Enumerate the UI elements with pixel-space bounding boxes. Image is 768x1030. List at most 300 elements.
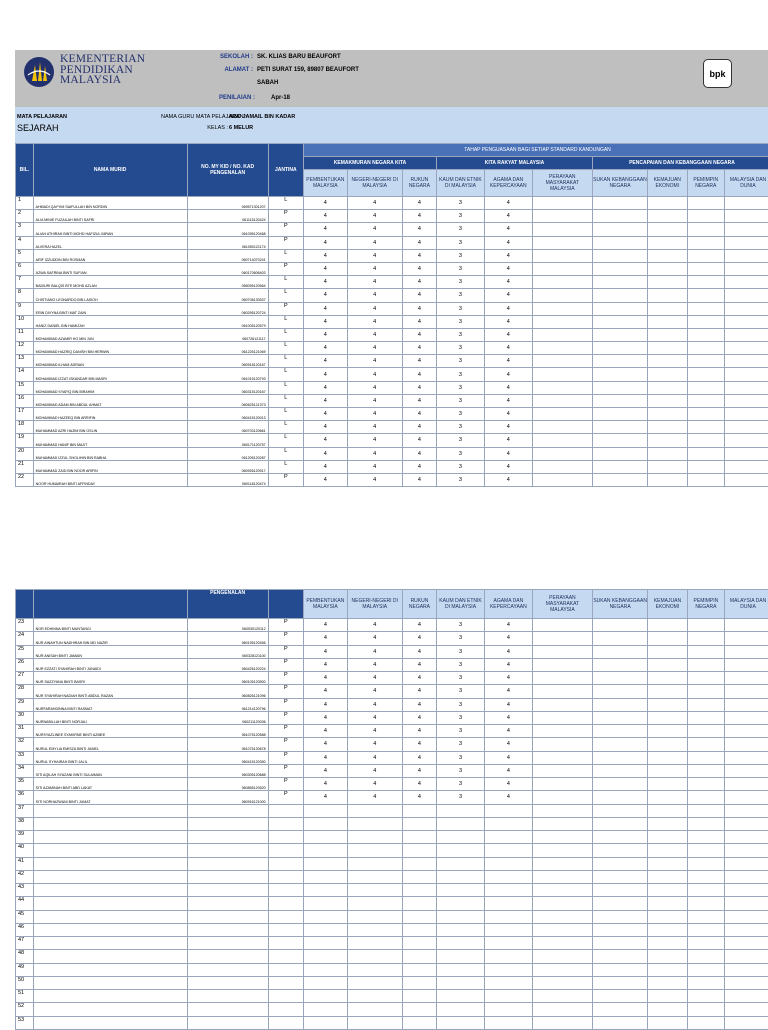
score-cell-9	[687, 249, 724, 262]
row-jantina	[268, 1003, 303, 1016]
score-cell-2	[347, 884, 402, 897]
row-kad: 061115120424	[187, 210, 268, 223]
row-kad: 060726121117	[187, 328, 268, 341]
score-cell-3	[402, 844, 436, 857]
score-cell-1: 4	[304, 751, 348, 764]
score-cell-10	[725, 764, 768, 777]
table-row	[16, 658, 768, 671]
score-cell-9	[687, 276, 724, 289]
row-nama	[33, 1016, 187, 1029]
score-cell-5	[484, 1016, 532, 1029]
row-jantina: L	[268, 447, 303, 460]
row-jantina: L	[268, 460, 303, 473]
row-kad: 060918120167	[187, 355, 268, 368]
score-cell-2: 4	[347, 685, 402, 698]
score-cell-4: 3	[437, 791, 485, 804]
score-cell-1: 4	[304, 672, 348, 685]
row-bil: 49	[16, 963, 34, 976]
row-bil: 14	[16, 368, 34, 381]
sub-header-10: MALAYSIA DAN DUNIA	[724, 170, 768, 197]
score-cell-2: 4	[347, 434, 402, 447]
table-row	[16, 302, 768, 315]
score-cell-7	[593, 990, 648, 1003]
score-cell-7	[592, 355, 647, 368]
row-bil: 6	[16, 262, 34, 275]
score-cell-5: 4	[484, 658, 532, 671]
row-kad: 060195120456	[187, 632, 268, 645]
score-cell-7	[593, 884, 648, 897]
table-row	[16, 315, 768, 328]
row-bil: 18	[16, 421, 34, 434]
row-bil: 20	[16, 447, 34, 460]
score-cell-3: 4	[402, 685, 436, 698]
row-bil: 28	[16, 685, 34, 698]
row-bil: 43	[16, 884, 34, 897]
score-cell-6	[532, 381, 592, 394]
score-cell-3	[402, 990, 436, 1003]
score-cell-2: 4	[347, 394, 402, 407]
score-cell-5: 4	[484, 302, 532, 315]
score-cell-5: 4	[484, 632, 532, 645]
row-kad: 060315120167	[187, 381, 268, 394]
assessment-table-2	[15, 589, 768, 1030]
score-cell-9	[687, 910, 724, 923]
score-cell-3: 4	[402, 764, 436, 777]
nama-header	[33, 590, 187, 619]
score-cell-10	[724, 381, 768, 394]
score-cell-2	[347, 976, 402, 989]
score-cell-6	[532, 738, 592, 751]
score-cell-9	[687, 672, 724, 685]
table-row	[16, 328, 768, 341]
score-cell-10	[725, 910, 768, 923]
row-kad: 060625121373	[187, 394, 268, 407]
score-cell-5: 4	[484, 738, 532, 751]
score-cell-2	[347, 1016, 402, 1029]
score-cell-1: 4	[303, 262, 347, 275]
score-cell-8	[648, 990, 688, 1003]
table-row	[16, 711, 768, 724]
score-cell-8	[648, 672, 688, 685]
score-cell-1: 4	[303, 315, 347, 328]
score-cell-9	[687, 460, 724, 473]
score-cell-3	[402, 910, 436, 923]
score-cell-4: 3	[437, 658, 485, 671]
row-kad: 061005120579	[187, 315, 268, 328]
table-row	[16, 897, 768, 910]
row-jantina	[268, 950, 303, 963]
score-cell-4	[437, 884, 485, 897]
score-cell-8	[648, 315, 688, 328]
score-cell-10	[725, 632, 768, 645]
penilaian-label: PENILAIAN :	[195, 95, 255, 101]
score-cell-9	[687, 447, 724, 460]
score-cell-6	[532, 368, 592, 381]
row-bil: 46	[16, 923, 34, 936]
score-cell-3	[402, 804, 436, 817]
score-cell-4: 3	[437, 421, 485, 434]
score-cell-8	[648, 764, 688, 777]
row-nama	[33, 831, 187, 844]
row-kad	[187, 937, 268, 950]
score-cell-10	[725, 950, 768, 963]
table-row	[16, 857, 768, 870]
row-kad	[187, 990, 268, 1003]
row-kad	[187, 870, 268, 883]
score-cell-5: 4	[484, 460, 532, 473]
row-bil: 35	[16, 778, 34, 791]
score-cell-7	[592, 276, 647, 289]
score-cell-6	[532, 884, 592, 897]
row-bil: 15	[16, 381, 34, 394]
score-cell-3: 4	[402, 421, 436, 434]
score-cell-1: 4	[304, 632, 348, 645]
score-cell-2	[347, 870, 402, 883]
score-cell-7	[593, 791, 648, 804]
score-cell-5: 4	[484, 421, 532, 434]
score-cell-9	[687, 302, 724, 315]
score-cell-9	[687, 645, 724, 658]
kelas-label: KELAS :	[205, 125, 228, 131]
score-cell-8	[648, 1016, 688, 1029]
score-cell-10	[724, 328, 768, 341]
row-nama	[33, 817, 187, 830]
score-cell-1	[304, 1003, 348, 1016]
score-cell-10	[725, 751, 768, 764]
score-cell-5: 4	[484, 725, 532, 738]
score-cell-7	[593, 725, 648, 738]
row-nama: MOHAMMAD HAZEEQ BIN ARRIFIN	[33, 408, 187, 421]
row-kad	[187, 1003, 268, 1016]
row-nama: SITI AQILAH SYAZANI BINTI SULAIMAN	[33, 764, 187, 777]
score-cell-1	[304, 857, 348, 870]
row-jantina: P	[268, 619, 303, 632]
score-cell-5	[484, 963, 532, 976]
row-jantina: L	[268, 381, 303, 394]
score-cell-8	[648, 289, 688, 302]
score-cell-6	[532, 923, 592, 936]
row-kad: 060295120724	[187, 302, 268, 315]
row-nama	[33, 870, 187, 883]
score-cell-2	[347, 923, 402, 936]
score-cell-9	[687, 210, 724, 223]
row-bil: 21	[16, 460, 34, 473]
score-cell-5	[484, 857, 532, 870]
score-cell-5: 4	[484, 791, 532, 804]
table-row	[16, 249, 768, 262]
score-cell-2: 4	[347, 645, 402, 658]
score-cell-7	[593, 804, 648, 817]
score-cell-4: 3	[437, 725, 485, 738]
score-cell-4: 3	[437, 355, 485, 368]
row-jantina	[268, 870, 303, 883]
score-cell-8	[648, 658, 688, 671]
score-cell-5: 4	[484, 408, 532, 421]
row-jantina: L	[268, 276, 303, 289]
score-cell-8	[648, 447, 688, 460]
row-jantina: P	[268, 711, 303, 724]
row-bil: 42	[16, 870, 34, 883]
score-cell-9	[687, 632, 724, 645]
score-cell-10	[724, 447, 768, 460]
logo-line-2: PENDIDIKAN	[60, 65, 145, 76]
row-jantina: L	[268, 249, 303, 262]
score-cell-10	[725, 658, 768, 671]
sub-header-7: SUKAN KEBANGGAAN NEGARA	[592, 170, 647, 197]
score-cell-10	[724, 302, 768, 315]
row-jantina	[268, 910, 303, 923]
score-cell-1: 4	[303, 236, 347, 249]
score-cell-10	[725, 619, 768, 632]
table-row	[16, 210, 768, 223]
score-cell-5: 4	[484, 355, 532, 368]
score-cell-5	[484, 990, 532, 1003]
score-cell-5: 4	[484, 315, 532, 328]
score-cell-9	[687, 1016, 724, 1029]
row-bil: 4	[16, 236, 34, 249]
score-cell-9	[687, 950, 724, 963]
score-cell-4: 3	[437, 434, 485, 447]
table-row	[16, 963, 768, 976]
score-cell-6	[532, 778, 592, 791]
score-cell-1	[304, 897, 348, 910]
score-cell-2: 4	[347, 262, 402, 275]
score-cell-9	[687, 844, 724, 857]
row-bil: 2	[16, 210, 34, 223]
row-jantina: P	[268, 725, 303, 738]
row-nama: NURSYAZLINEE SYAKIRNE BINTI AZMEE	[33, 725, 187, 738]
score-cell-4: 3	[437, 342, 485, 355]
row-kad: 060105120500	[187, 672, 268, 685]
row-jantina: L	[268, 197, 303, 210]
score-cell-4: 3	[437, 711, 485, 724]
score-cell-1: 4	[304, 711, 348, 724]
row-jantina	[268, 963, 303, 976]
score-cell-6	[532, 302, 592, 315]
score-cell-3: 4	[402, 434, 436, 447]
score-cell-4: 3	[437, 302, 485, 315]
row-kad: 069571301207	[187, 197, 268, 210]
row-kad: 061095120468	[187, 223, 268, 236]
score-cell-9	[687, 223, 724, 236]
score-cell-6	[532, 276, 592, 289]
score-cell-7	[593, 831, 648, 844]
score-cell-9	[687, 328, 724, 341]
row-nama	[33, 963, 187, 976]
row-jantina: P	[268, 778, 303, 791]
score-cell-7	[592, 368, 647, 381]
score-cell-6	[532, 262, 592, 275]
table-row	[16, 937, 768, 950]
score-cell-4	[437, 870, 485, 883]
row-bil: 32	[16, 738, 34, 751]
score-cell-4	[437, 976, 485, 989]
score-cell-6	[532, 1003, 592, 1016]
score-cell-10	[724, 249, 768, 262]
score-cell-5: 4	[484, 368, 532, 381]
score-cell-8	[648, 857, 688, 870]
table-row	[16, 421, 768, 434]
score-cell-9	[687, 963, 724, 976]
bil-header: BIL.	[16, 144, 34, 197]
score-cell-6	[532, 976, 592, 989]
score-cell-3: 4	[402, 355, 436, 368]
row-kad: 061075120678	[187, 738, 268, 751]
row-kad	[187, 857, 268, 870]
score-cell-1: 4	[303, 328, 347, 341]
score-cell-3: 4	[402, 342, 436, 355]
score-cell-9	[687, 262, 724, 275]
score-cell-4: 3	[437, 276, 485, 289]
row-nama: MOHAMMAD IZZAT ISKANDAR BIN MASRI	[33, 368, 187, 381]
bpk-logo-icon	[703, 59, 732, 88]
row-kad: 061205120287	[187, 447, 268, 460]
score-cell-2: 4	[347, 197, 402, 210]
score-cell-1: 4	[304, 685, 348, 698]
row-bil: 19	[16, 434, 34, 447]
table-row	[16, 990, 768, 1003]
row-nama: MUHAMMAD ZAID BIN NOOR ARIFIN	[33, 460, 187, 473]
score-cell-8	[648, 685, 688, 698]
table-row	[16, 368, 768, 381]
score-cell-5: 4	[484, 249, 532, 262]
table-row	[16, 738, 768, 751]
score-cell-2: 4	[347, 778, 402, 791]
score-cell-2: 4	[347, 236, 402, 249]
school-header	[15, 50, 768, 107]
row-nama	[33, 990, 187, 1003]
score-cell-9	[687, 315, 724, 328]
score-cell-4	[437, 1003, 485, 1016]
table-row	[16, 804, 768, 817]
score-cell-7	[593, 897, 648, 910]
score-cell-8	[648, 844, 688, 857]
score-cell-3: 4	[402, 302, 436, 315]
row-jantina	[268, 857, 303, 870]
score-cell-5: 4	[484, 711, 532, 724]
alamat-value: PETI SURAT 159, 89807 BEAUFORT	[257, 67, 359, 73]
row-nama: MOHAMMAD ADAM BIN ABDUL AHMAT	[33, 394, 187, 407]
score-cell-1: 4	[303, 355, 347, 368]
score-cell-7	[593, 764, 648, 777]
score-cell-7	[592, 342, 647, 355]
table-row	[16, 764, 768, 777]
table-row	[16, 870, 768, 883]
table-row	[16, 817, 768, 830]
score-cell-3: 4	[402, 711, 436, 724]
score-cell-7	[593, 698, 648, 711]
score-cell-8	[648, 698, 688, 711]
score-cell-10	[724, 236, 768, 249]
row-nama	[33, 950, 187, 963]
row-jantina	[268, 990, 303, 1003]
score-cell-3: 4	[402, 381, 436, 394]
score-cell-3	[402, 831, 436, 844]
row-bil: 37	[16, 804, 34, 817]
score-cell-10	[724, 276, 768, 289]
score-cell-10	[724, 394, 768, 407]
row-bil: 23	[16, 619, 34, 632]
score-cell-5: 4	[484, 778, 532, 791]
table-row	[16, 950, 768, 963]
row-nama	[33, 857, 187, 870]
row-bil: 40	[16, 844, 34, 857]
row-bil: 50	[16, 976, 34, 989]
kad-header: PENGENALAN	[187, 590, 268, 619]
sub-header-6: PERAYAAN MASYARAKAT MALAYSIA	[532, 170, 592, 197]
score-cell-1	[304, 884, 348, 897]
score-cell-2	[347, 910, 402, 923]
score-cell-6	[532, 672, 592, 685]
row-kad: 060118120474	[187, 473, 268, 486]
row-bil: 13	[16, 355, 34, 368]
score-cell-9	[687, 751, 724, 764]
score-cell-10	[725, 804, 768, 817]
score-cell-8	[648, 262, 688, 275]
score-cell-4: 3	[437, 210, 485, 223]
row-jantina	[268, 831, 303, 844]
table-row	[16, 751, 768, 764]
score-cell-1: 4	[304, 791, 348, 804]
score-cell-7	[592, 223, 647, 236]
row-jantina: L	[268, 289, 303, 302]
score-cell-1: 4	[303, 197, 347, 210]
row-bil: 29	[16, 698, 34, 711]
score-cell-4: 3	[437, 368, 485, 381]
score-cell-3: 4	[402, 751, 436, 764]
row-kad	[187, 910, 268, 923]
row-nama: NUR SYAHIRAH NADIAH BINTI ABDUL RAZAN	[33, 685, 187, 698]
row-nama: MOHAMMAD AZAMIR HO MIN JUN	[33, 328, 187, 341]
score-cell-2: 4	[347, 289, 402, 302]
score-cell-10	[725, 831, 768, 844]
group-header-3: PENCAPAIAN DAN KEBANGGAAN NEGARA	[592, 157, 768, 170]
row-nama: SITI AZAMINAH BINTI ABD LAKAT	[33, 778, 187, 791]
score-cell-3: 4	[402, 473, 436, 486]
score-cell-5	[484, 897, 532, 910]
score-cell-8	[648, 711, 688, 724]
score-cell-7	[592, 394, 647, 407]
row-bil: 17	[16, 408, 34, 421]
logo-line-3: MALAYSIA	[60, 75, 145, 86]
score-cell-5: 4	[484, 751, 532, 764]
score-cell-10	[724, 473, 768, 486]
score-cell-5: 4	[484, 210, 532, 223]
row-nama: ALIA MINIE FUZAILAH BINTI SAFRI	[33, 210, 187, 223]
score-cell-8	[648, 645, 688, 658]
score-cell-4	[437, 937, 485, 950]
table-row	[16, 1003, 768, 1016]
score-cell-4	[437, 857, 485, 870]
score-cell-5: 4	[484, 434, 532, 447]
score-cell-3: 4	[402, 262, 436, 275]
score-cell-6	[532, 355, 592, 368]
sub-header-9: PEMIMPIN NEGARA	[687, 590, 724, 619]
score-cell-1	[304, 844, 348, 857]
score-cell-4: 3	[437, 645, 485, 658]
sub-header-5: AGAMA DAN KEPERCAYAAN	[484, 590, 532, 619]
score-cell-3: 4	[402, 210, 436, 223]
table-row	[16, 460, 768, 473]
sub-header-1: PEMBENTUKAN MALAYSIA	[303, 170, 347, 197]
score-cell-1: 4	[304, 738, 348, 751]
row-bil: 48	[16, 950, 34, 963]
score-cell-8	[648, 276, 688, 289]
score-cell-5: 4	[484, 342, 532, 355]
score-cell-8	[648, 963, 688, 976]
row-kad	[187, 804, 268, 817]
score-cell-9	[687, 289, 724, 302]
